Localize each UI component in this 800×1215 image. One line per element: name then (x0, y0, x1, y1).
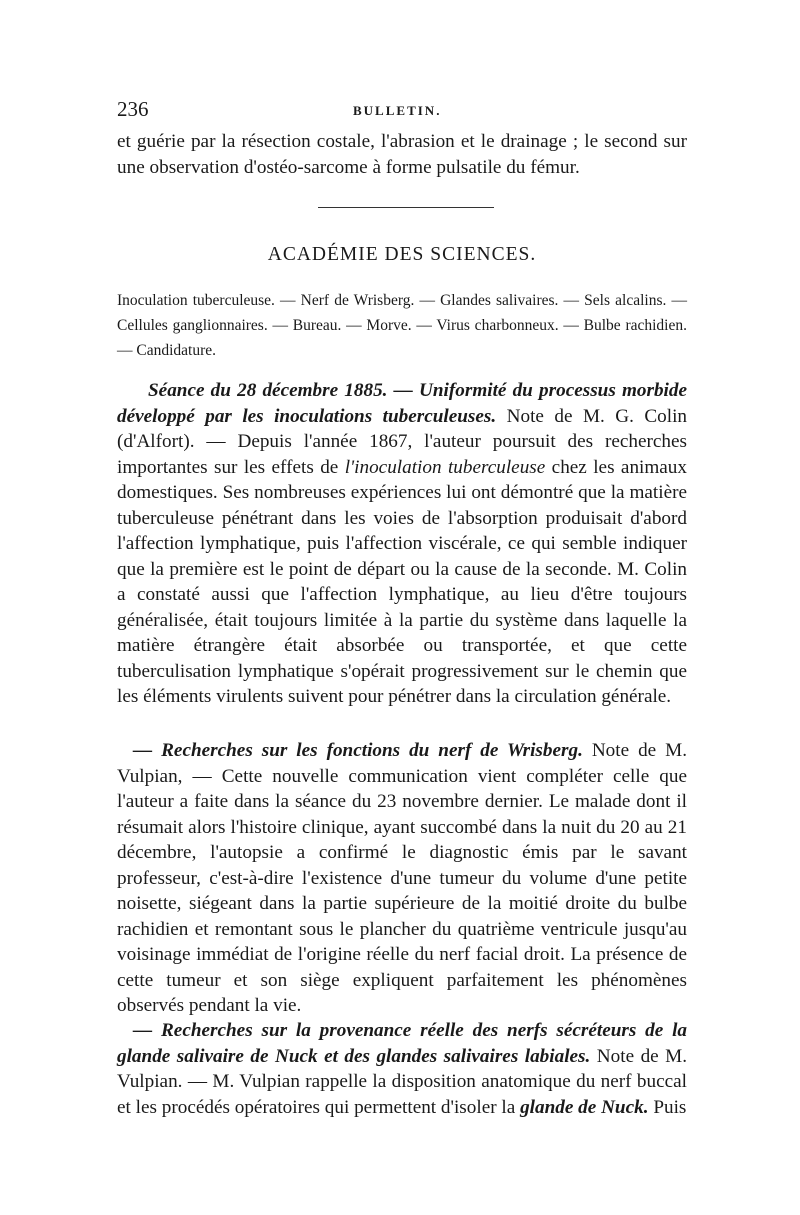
section-title: ACADÉMIE DES SCIENCES. (267, 244, 537, 265)
continuation-paragraph: et guérie par la résection costale, l'abrasion et le drainage ; le second sur une observation d'ostéo-sarcome à forme pulsatile du fémur. (117, 131, 687, 178)
paragraph-nuck-gland (117, 1018, 687, 1120)
paragraph-lead: — Recherches sur la provenance réelle des nerfs sécréteurs de la glande salivaire de Nuck et des glandes salivaires labiales. (117, 1020, 687, 1067)
paragraph-body: Puis (648, 1096, 687, 1118)
paragraph-term: l'inoculation tuberculeuse (344, 456, 546, 478)
paragraph-lead: — Recherches sur les fonctions du nerf de Wrisberg. (133, 740, 583, 761)
page-header (117, 97, 687, 123)
section-divider (318, 207, 494, 208)
running-title: BULLETIN. (353, 103, 442, 118)
paragraph-term: glande de Nuck. (520, 1096, 649, 1118)
page-number: 236 (117, 97, 149, 121)
paragraph-body: chez les animaux domestiques. Ses nombreuses expériences lui ont démontré que la matière tuberculeuse pénétrant dans les voies de l'absorption produisait d'abord l'affection lymphatique, puis l'affection viscérale, ce qui semble indiquer que la première est le point de départ ou la cause de la seconde. M. Colin a constaté aussi que l'affection lymphatique, au lieu d'être toujours généralisée, était toujours limitée à la partie du système dans laquelle la matière étrangère était absorbée ou transportée, et que cette tuberculisation lymphatique s'opérait progressivement sur le chemin que les éléments virulents suivent pour pénétrer dans la circulation générale. (117, 456, 687, 707)
paragraph-wrisberg-nerve (117, 738, 687, 1019)
paragraph-lead: Séance du 28 décembre 1885. — Uniformité du processus morbide développé par les inoculations tuberculeuses. (117, 380, 687, 427)
paragraph-body: Note de M. Vulpian, — Cette nouvelle communication vient compléter celle que l'auteur a faite dans la séance du 23 novembre dernier. Le malade dont il résumait alors l'histoire clinique, ayant succombé dans la nuit du 20 au 21 décembre, l'autopsie a confirmé le diagnostic émis par le savant professeur, c'est-à-dire l'existence d'une tumeur du volume d'une petite noisette, siégeant dans la partie supérieure de la moitié droite du bulbe rachidien et remontant sous le plancher du quatrième ventricule jusqu'au voisinage immédiat de l'origine réelle du nerf facial droit. La présence de cette tumeur et son siège expliquent parfaitement les phénomènes observés pendant la vie. (117, 740, 687, 1016)
section-summary: Inoculation tuberculeuse. — Nerf de Wrisberg. — Glandes salivaires. — Sels alcalins. — Cellules ganglionnaires. — Bureau. — Morve. — Virus charbonneux. — Bulbe rachidien. — Candidature. (117, 292, 687, 359)
paragraph-intro: Note de M. G. Colin (d'Alfort). — Depuis l'année 1867, l'auteur poursuit des recherches importantes sur les effets de (117, 405, 688, 478)
paragraph-tuberculous-inoculation (117, 378, 687, 710)
paragraph-intro: Note de M. Vulpian. — M. Vulpian rappelle la disposition anatomique du nerf buccal et les procédés opératoires qui permettent d'isoler la (117, 1045, 688, 1118)
